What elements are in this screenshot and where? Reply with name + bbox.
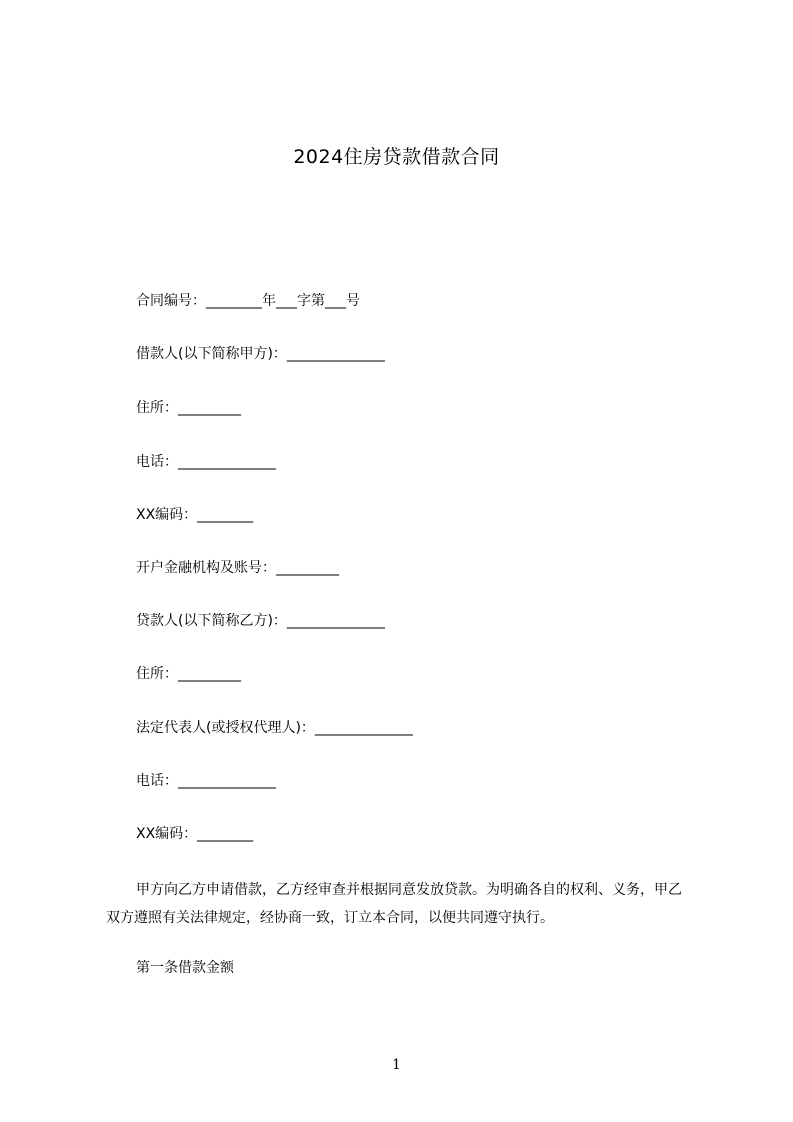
intro-paragraph xyxy=(106,876,690,932)
intro-paragraph-text: 甲方向乙方申请借款，乙方经审查并根据同意发放贷款。为明确各自的权利、义务，甲乙双方遵照有关法律规定，经协商一致，订立本合同，以便共同遵守执行。 xyxy=(106,882,682,926)
lender-phone-line: 电话：______________ xyxy=(136,773,276,789)
borrower-postcode-line: XX编码：________ xyxy=(136,507,254,523)
lender-address-line: 住所：_________ xyxy=(136,666,241,682)
lender-postcode-line: XX编码：________ xyxy=(136,826,254,842)
borrower-line: 借款人(以下简称甲方)：______________ xyxy=(136,346,385,362)
borrower-address-line: 住所：_________ xyxy=(136,400,241,416)
borrower-bank-account-line: 开户金融机构及账号：_________ xyxy=(136,560,339,576)
lender-line: 贷款人(以下简称乙方)：______________ xyxy=(136,613,385,629)
article-heading: 第一条借款金额 xyxy=(136,960,234,976)
document-title: 2024住房贷款借款合同 xyxy=(293,146,500,168)
legal-representative-line: 法定代表人(或授权代理人)：______________ xyxy=(136,720,413,736)
contract-number-line: 合同编号：________年___字第___号 xyxy=(136,293,360,309)
borrower-phone-line: 电话：______________ xyxy=(136,454,276,470)
page-number: 1 xyxy=(392,1057,401,1073)
